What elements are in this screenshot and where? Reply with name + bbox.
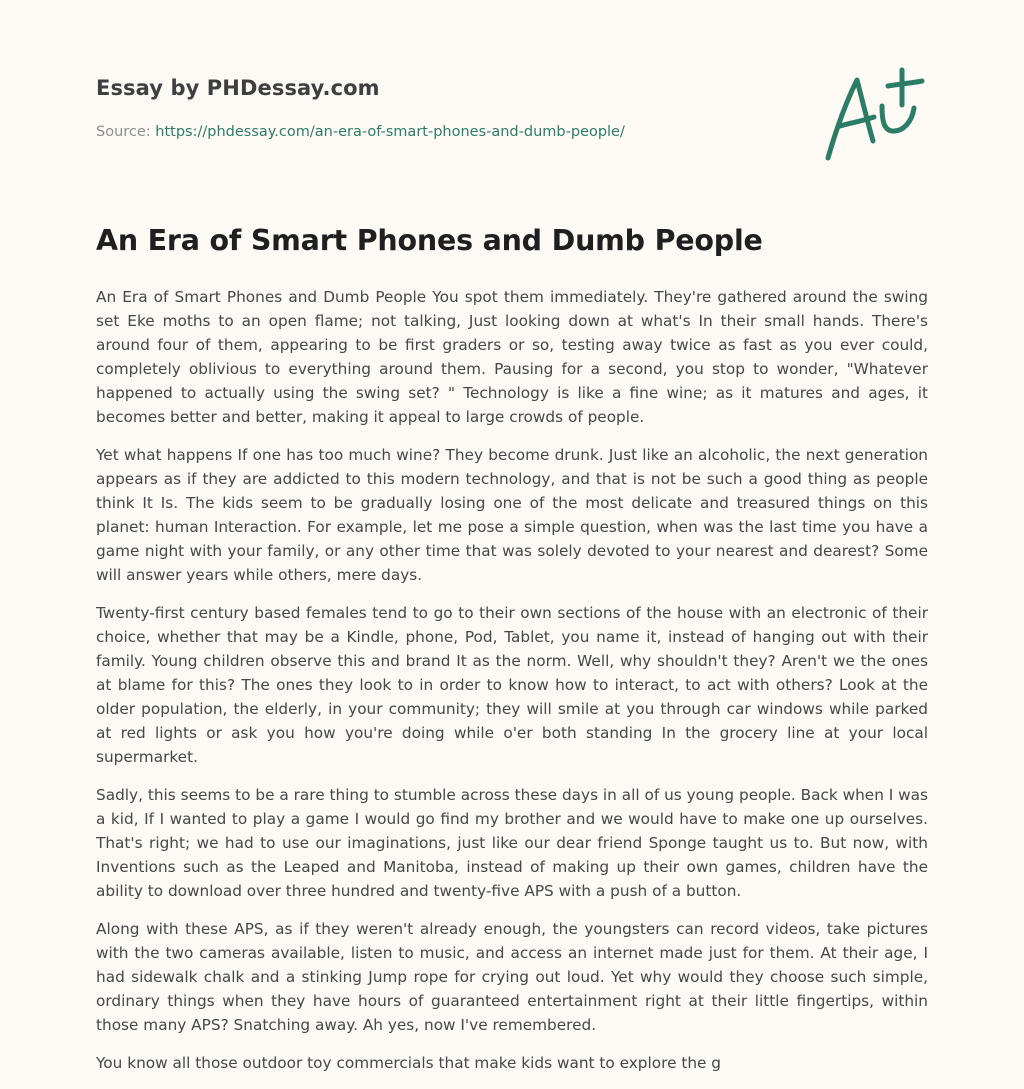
essay-paragraph: Twenty-first century based females tend to go to their own sections of the house with an electronic of their choice, whether that may be a Kindle, phone, Pod, Tablet, you name it, instead of hanging out with their family. Young children observe this and brand It as the norm. Well, why shouldn't they? Aren't we the ones at blame for this? The ones they look to in order to know how to interact, to act with others? Look at the older population, the elderly, in your community; they will smile at you through car windows while parked at red lights or ask you how you're doing while o'er both standing In the grocery line at your local supermarket. [96,604,928,766]
essay-page [96,0,928,1076]
essay-title: An Era of Smart Phones and Dumb People [96,224,763,257]
page-header [96,0,928,200]
site-brand: Essay by PHDessay.com [96,76,380,100]
essay-body [96,285,928,1089]
essay-paragraph-truncated: You know all those outdoor toy commercials that make kids want to explore the g [96,1054,722,1072]
a-plus-logo-icon [824,66,928,166]
essay-paragraph: Yet what happens If one has too much wine? They become drunk. Just like an alcoholic, the next generation appears as if they are addicted to this modern technology, and that is not be such a good thing as people think It Is. The kids seem to be gradually losing one of the most delicate and treasured things on this planet: human Interaction. For example, let me pose a simple question, when was the last time you have a game night with your family, or any other time that was solely devoted to your nearest and dearest? Some will answer years while others, mere days. [96,446,928,584]
source-label: Source: [96,124,151,140]
essay-paragraph: Along with these APS, as if they weren't already enough, the youngsters can record videos, take pictures with the two cameras available, listen to music, and access an internet made just for them. At their age, I had sidewalk chalk and a stinking Jump rope for crying out loud. Yet why would they choose such simple, ordinary things when they have hours of guaranteed entertainment right at their little fingertips, within those many APS? Snatching away. Ah yes, now I've remembered. [96,920,928,1034]
essay-paragraph: Sadly, this seems to be a rare thing to stumble across these days in all of us young people. Back when I was a kid, If I wanted to play a game I would go find my brother and we would have to make one up ourselves. That's right; we had to use our imaginations, just like our dear friend Sponge taught us to. But now, with Inventions such as the Leaped and Manitoba, instead of making up their own games, children have the ability to download over three hundred and twenty-five APS with a push of a button. [96,786,928,900]
source-link[interactable]: https://phdessay.com/an-era-of-smart-phones-and-dumb-people/ [155,124,625,140]
essay-paragraph: An Era of Smart Phones and Dumb People You spot them immediately. They're gathered around the swing set Eke moths to an open flame; not talking, Just looking down at what's In their small hands. There's around four of them, appearing to be first graders or so, testing away twice as fast as you ever could, completely oblivious to everything around them. Pausing for a second, you stop to wonder, "Whatever happened to actually using the swing set? " Technology is like a fine wine; as it matures and ages, it becomes better and better, making it appeal to large crowds of people. [96,288,928,426]
source-line [96,124,625,140]
